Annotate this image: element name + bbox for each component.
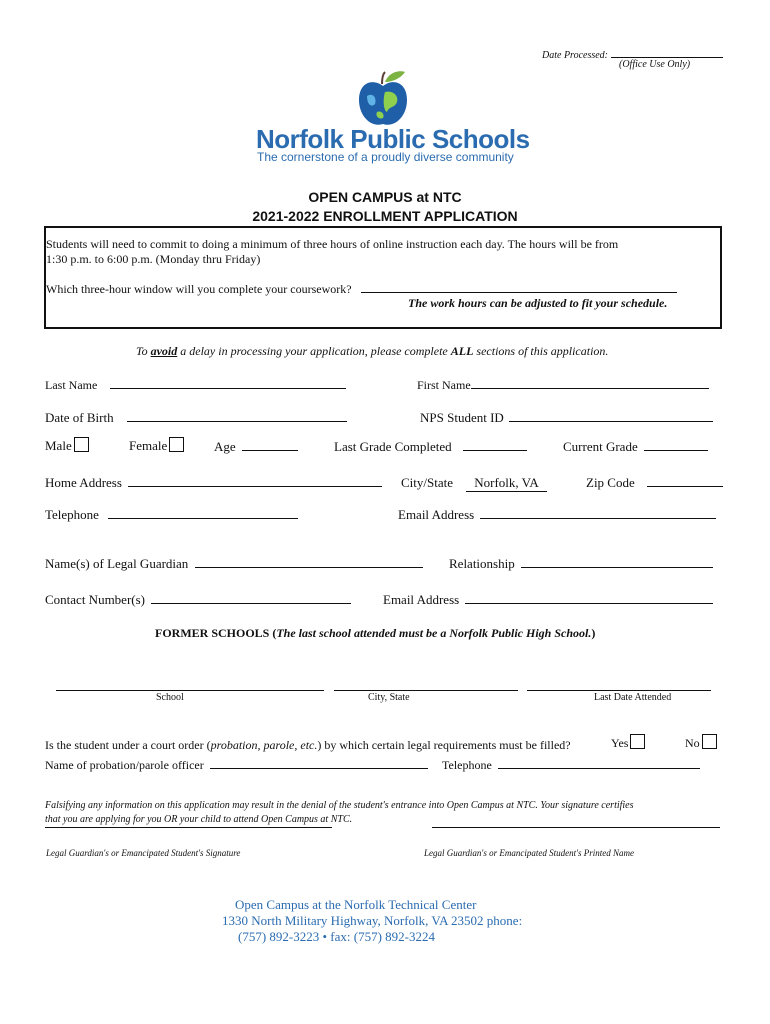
first-name-row bbox=[417, 377, 709, 393]
email2-field[interactable] bbox=[465, 592, 713, 604]
male-label: Male bbox=[45, 438, 72, 453]
footer-line-3: (757) 892-3223 • fax: (757) 892-3224 bbox=[238, 929, 435, 944]
instruction-avoid: avoid bbox=[150, 344, 178, 358]
signature-caption: Legal Guardian's or Emancipated Student's Signature bbox=[46, 848, 241, 858]
printed-name-caption: Legal Guardian's or Emancipated Student's Printed Name bbox=[424, 848, 635, 858]
officer-label: Name of probation/parole officer bbox=[45, 758, 204, 772]
falsify-text-2: that you are applying for you OR your child to attend Open Campus at NTC. bbox=[45, 814, 353, 825]
guardian-row bbox=[45, 556, 423, 572]
home-address-field[interactable] bbox=[128, 475, 382, 487]
city-state-row bbox=[401, 475, 547, 492]
male-row bbox=[45, 437, 89, 454]
no-row bbox=[685, 734, 717, 751]
last-date-caption: Last Date Attended bbox=[594, 692, 672, 703]
contact-row bbox=[45, 592, 351, 608]
nps-id-label: NPS Student ID bbox=[420, 410, 504, 425]
email-field[interactable] bbox=[480, 507, 716, 519]
female-row bbox=[129, 437, 184, 454]
nps-id-row bbox=[420, 410, 713, 426]
form-title: OPEN CAMPUS at NTC bbox=[308, 189, 462, 205]
falsify-text-1: Falsifying any information on this application may result in the denial of the student's entrance into Open Campus at NTC. Your signature certifies bbox=[45, 800, 634, 811]
age-label: Age bbox=[214, 439, 236, 454]
first-name-label: First Name bbox=[417, 378, 471, 392]
court-question-a: Is the student under a court order ( bbox=[45, 738, 211, 752]
last-name-field[interactable] bbox=[110, 377, 346, 389]
city-state-field[interactable]: Norfolk, VA bbox=[466, 475, 547, 492]
no-label: No bbox=[685, 736, 700, 750]
yes-row bbox=[611, 734, 645, 751]
footer-line-1: Open Campus at the Norfolk Technical Center bbox=[235, 897, 477, 912]
form-subtitle: 2021-2022 ENROLLMENT APPLICATION bbox=[252, 208, 518, 224]
guardian-label: Name(s) of Legal Guardian bbox=[45, 556, 189, 571]
home-address-row bbox=[45, 475, 382, 491]
email2-row bbox=[383, 592, 713, 608]
contact-label: Contact Number(s) bbox=[45, 592, 146, 607]
dob-field[interactable] bbox=[127, 410, 347, 422]
signature-line[interactable] bbox=[45, 827, 332, 828]
email-row bbox=[398, 507, 716, 523]
former-heading-bold: FORMER SCHOOLS ( bbox=[155, 626, 277, 640]
telephone-field[interactable] bbox=[108, 507, 298, 519]
city-state-label: City/State bbox=[401, 475, 453, 490]
last-grade-row bbox=[334, 439, 527, 455]
zip-field[interactable] bbox=[647, 475, 723, 487]
school-tagline: The cornerstone of a proudly diverse community bbox=[257, 150, 514, 164]
info-text-1: Students will need to commit to doing a minimum of three hours of online instruction each day. The hours will be from bbox=[46, 237, 619, 251]
dob-row bbox=[45, 410, 347, 426]
zip-row bbox=[586, 475, 723, 491]
school-line[interactable] bbox=[56, 690, 324, 691]
last-date-line[interactable] bbox=[527, 690, 711, 691]
female-label: Female bbox=[129, 438, 168, 453]
officer-telephone-label: Telephone bbox=[442, 758, 492, 772]
apple-globe-icon bbox=[355, 68, 411, 130]
current-grade-row bbox=[563, 439, 708, 455]
zip-label: Zip Code bbox=[586, 475, 635, 490]
former-schools-heading bbox=[155, 626, 595, 641]
window-question bbox=[46, 281, 677, 297]
officer-telephone-row bbox=[442, 757, 700, 773]
male-checkbox[interactable] bbox=[74, 437, 89, 452]
dob-label: Date of Birth bbox=[45, 410, 114, 425]
yes-checkbox[interactable] bbox=[630, 734, 645, 749]
relationship-row bbox=[449, 556, 713, 572]
instruction-part2: a delay in processing your application, please complete bbox=[177, 344, 451, 358]
email-label: Email Address bbox=[398, 507, 475, 522]
school-caption: School bbox=[156, 692, 184, 703]
officer-telephone-field[interactable] bbox=[498, 757, 700, 769]
court-question-b: probation, parole, etc. bbox=[210, 738, 318, 752]
instruction-part1: To bbox=[136, 344, 151, 358]
contact-field[interactable] bbox=[151, 592, 351, 604]
city-state-caption: City, State bbox=[368, 692, 410, 703]
last-name-row bbox=[45, 377, 346, 393]
relationship-label: Relationship bbox=[449, 556, 515, 571]
court-question-c: ) by which certain legal requirements must be filled? bbox=[317, 738, 571, 752]
date-processed-field[interactable] bbox=[611, 46, 723, 58]
footer-line-2: 1330 North Military Highway, Norfolk, VA 23502 phone: bbox=[222, 913, 523, 928]
age-row bbox=[214, 439, 298, 455]
no-checkbox[interactable] bbox=[702, 734, 717, 749]
window-answer-field[interactable] bbox=[361, 281, 677, 293]
officer-row bbox=[45, 757, 428, 773]
last-name-label: Last Name bbox=[45, 378, 98, 392]
current-grade-field[interactable] bbox=[644, 439, 708, 451]
school-name: Norfolk Public Schools bbox=[256, 124, 530, 154]
first-name-field[interactable] bbox=[471, 377, 709, 389]
female-checkbox[interactable] bbox=[169, 437, 184, 452]
telephone-row bbox=[45, 507, 298, 523]
adjust-note: The work hours can be adjusted to fit your schedule. bbox=[408, 296, 668, 310]
former-heading-close: ) bbox=[591, 626, 596, 640]
age-field[interactable] bbox=[242, 439, 298, 451]
court-question bbox=[45, 738, 571, 753]
home-address-label: Home Address bbox=[45, 475, 122, 490]
info-text-2: 1:30 p.m. to 6:00 p.m. (Monday thru Friday) bbox=[46, 252, 261, 266]
email2-label: Email Address bbox=[383, 592, 460, 607]
window-question-label: Which three-hour window will you complete your coursework? bbox=[46, 282, 352, 296]
printed-name-line[interactable] bbox=[432, 827, 720, 828]
last-grade-field[interactable] bbox=[463, 439, 527, 451]
office-use-label: (Office Use Only) bbox=[619, 59, 691, 70]
relationship-field[interactable] bbox=[521, 556, 713, 568]
city-state-line[interactable] bbox=[334, 690, 518, 691]
former-heading-italic: The last school attended must be a Norfolk Public High School. bbox=[276, 626, 592, 640]
nps-id-field[interactable] bbox=[509, 410, 713, 422]
instruction-part3: sections of this application. bbox=[473, 344, 609, 358]
current-grade-label: Current Grade bbox=[563, 439, 638, 454]
instruction-text bbox=[136, 344, 608, 359]
date-processed-label: Date Processed: bbox=[542, 50, 608, 61]
officer-field[interactable] bbox=[210, 757, 428, 769]
guardian-field[interactable] bbox=[195, 556, 423, 568]
yes-label: Yes bbox=[611, 736, 629, 750]
telephone-label: Telephone bbox=[45, 507, 99, 522]
instruction-all: ALL bbox=[450, 344, 474, 358]
last-grade-label: Last Grade Completed bbox=[334, 439, 452, 454]
